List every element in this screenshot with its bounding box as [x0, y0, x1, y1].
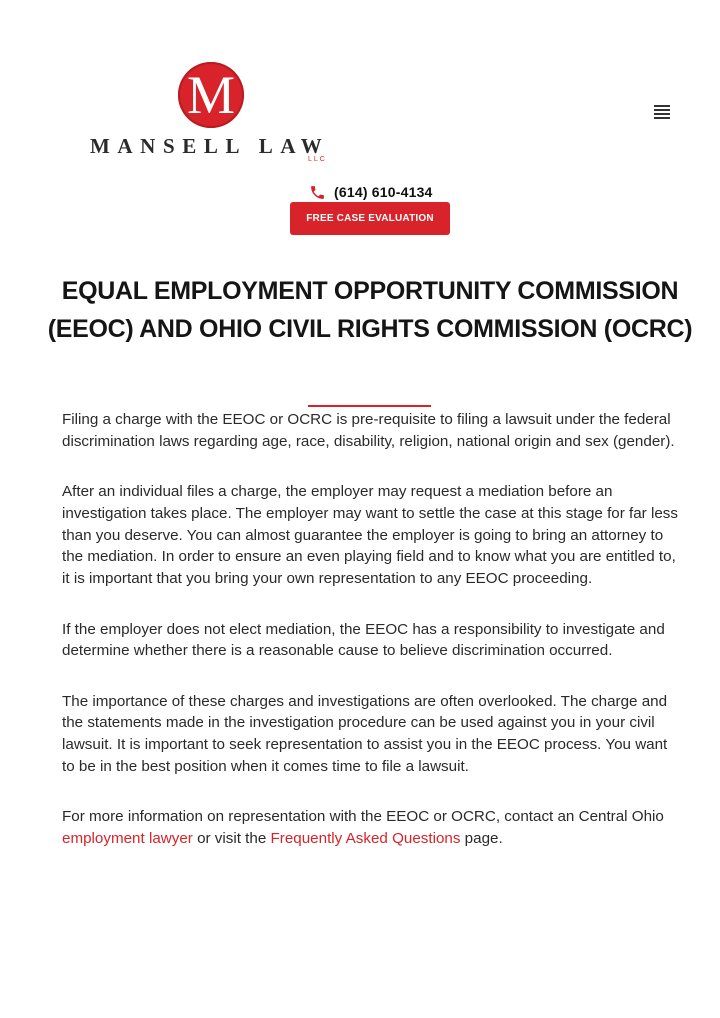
faq-link[interactable]: Frequently Asked Questions	[270, 830, 461, 848]
phone-icon	[309, 184, 326, 201]
title-divider	[308, 405, 431, 407]
logo-wordmark: MANSELL LAW	[90, 134, 330, 158]
phone-link[interactable]	[309, 182, 433, 202]
paragraph: The importance of these charges and investigations are often overlooked. The charge and the statements made in the investigation procedure can be used against you in your civil lawsuit. It is important to seek representation to assist you in the EEOC process. You want to be in the best position when it comes time to file a lawsuit.	[62, 692, 668, 776]
employment-lawyer-link[interactable]: employment lawyer	[62, 830, 193, 848]
hamburger-menu-icon[interactable]	[654, 104, 670, 120]
page-title: EQUAL EMPLOYMENT OPPORTUNITY COMMISSION (EEOC) AND OHIO CIVIL RIGHTS COMMISSION (OCRC)	[47, 277, 693, 343]
logo-monogram: M	[186, 65, 235, 125]
free-case-evaluation-button[interactable]: FREE CASE EVALUATION	[290, 202, 450, 235]
closing-text-after: page.	[460, 830, 503, 848]
logo-suffix: LLC	[308, 156, 327, 163]
main-content	[62, 409, 678, 878]
phone-number: (614) 610-4134	[334, 184, 433, 200]
mansell-law-logo[interactable]	[88, 58, 338, 166]
closing-paragraph	[62, 806, 678, 850]
paragraph: If the employer does not elect mediation, the EEOC has a responsibility to investigate and determine whether there is a reasonable cause to believe discrimination occurred.	[62, 620, 665, 660]
logo-monogram-circle	[178, 62, 244, 128]
paragraph: After an individual files a charge, the employer may request a mediation before an investigation takes place. The employer may want to settle the case at this stage for far less than you deserve. You can almost guarantee the employer is going to bring an attorney to the mediation. In order to ensure an even playing field and to know what you are entitled to, it is important that you bring your own representation to any EEOC proceeding.	[62, 483, 678, 588]
paragraph: Filing a charge with the EEOC or OCRC is pre-requisite to filing a lawsuit under the federal discrimination laws regarding age, race, disability, religion, national origin and sex (gender).	[62, 411, 675, 450]
closing-text-middle: or visit the	[192, 830, 271, 848]
closing-text-before: For more information on representation with the EEOC or OCRC, contact an Central Ohio	[62, 808, 664, 826]
